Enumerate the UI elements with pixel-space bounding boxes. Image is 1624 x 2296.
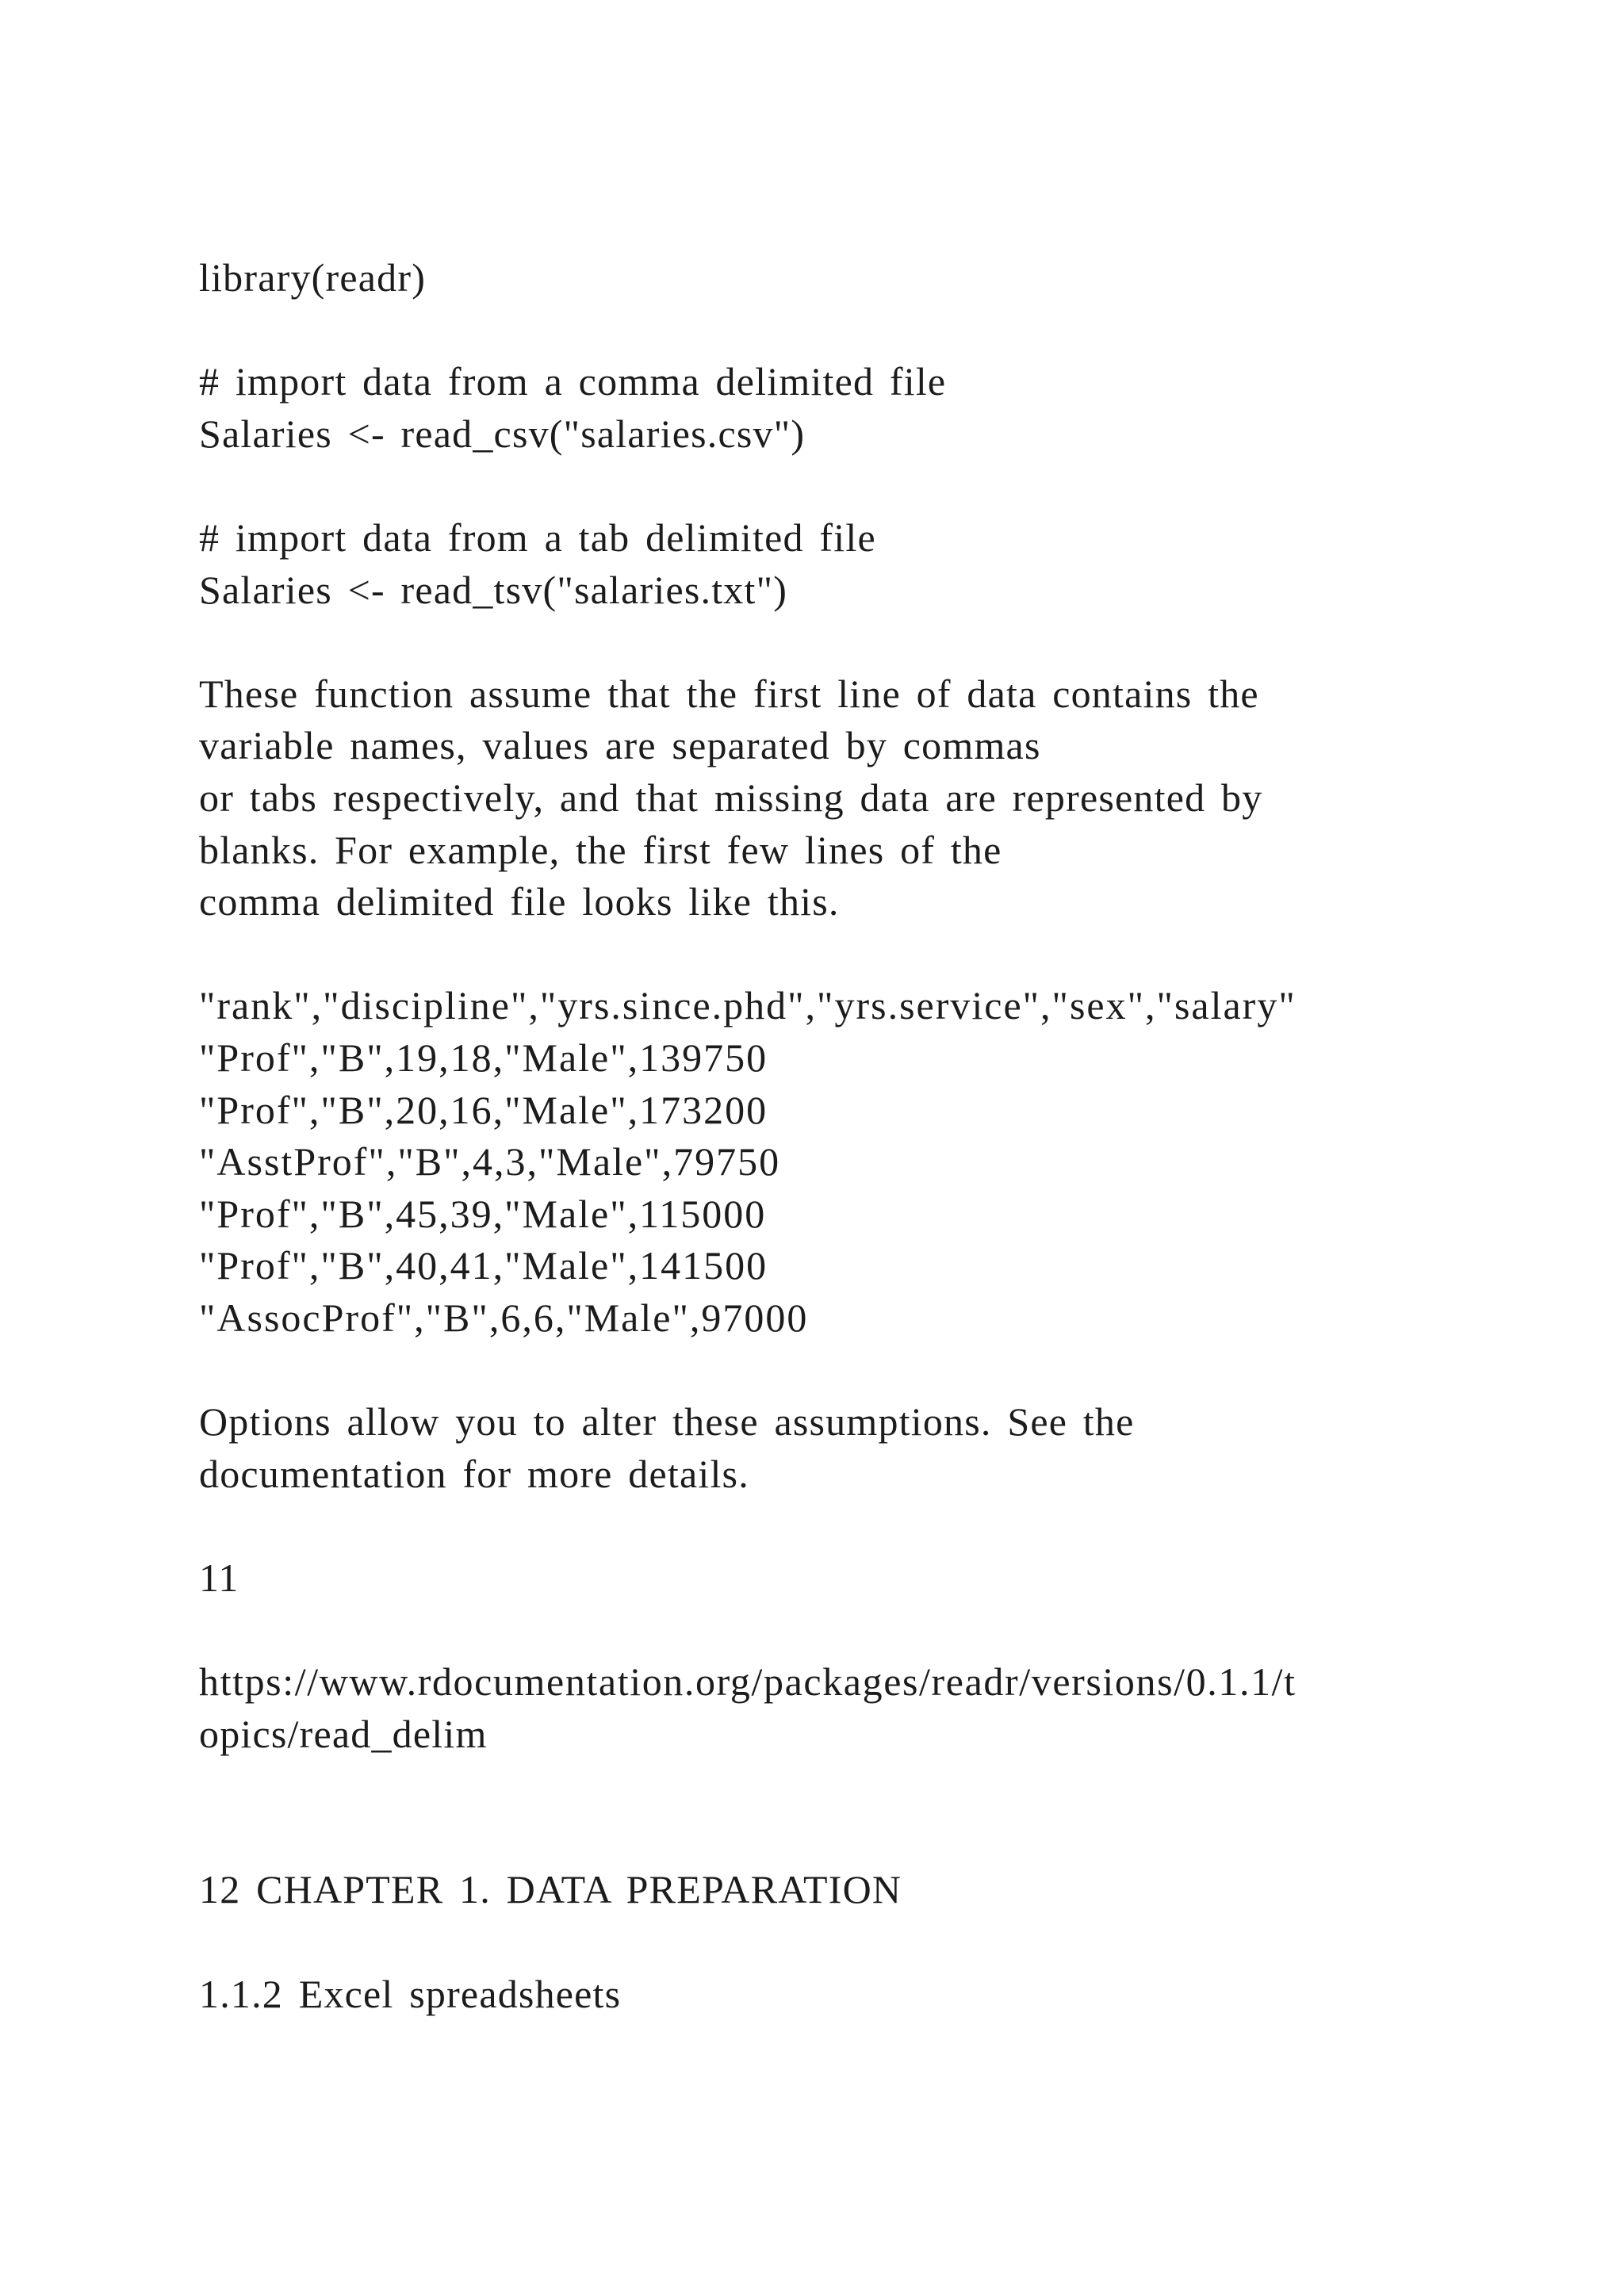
code-line-library: library(readr) (199, 255, 427, 300)
csv-data-line: "Prof","B",19,18,"Male",139750 (199, 1035, 768, 1080)
csv-data-line: "AssocProf","B",6,6,"Male",97000 (199, 1295, 809, 1340)
blank-line (199, 928, 1500, 981)
blank-line (199, 1500, 1500, 1552)
paragraph-line: blanks. For example, the first few lines of the (199, 827, 1002, 872)
footnote-number: 11 (199, 1555, 239, 1600)
code-comment-tsv: # import data from a tab delimited file (199, 515, 876, 560)
code-line-read-csv: Salaries <- read_csv("salaries.csv") (199, 411, 806, 456)
code-comment-csv: # import data from a comma delimited file (199, 359, 947, 404)
csv-header-line: "rank","discipline","yrs.since.phd","yrs.service","sex","salary" (199, 983, 1297, 1028)
csv-data-line: "AsstProf","B",4,3,"Male",79750 (199, 1139, 781, 1184)
paragraph-line: comma delimited file looks like this. (199, 879, 840, 924)
blank-line (199, 616, 1500, 668)
paragraph-line: variable names, values are separated by commas (199, 723, 1041, 768)
blank-line (199, 1812, 1500, 1865)
footnote-url-line: https://www.rdocumentation.org/packages/readr/versions/0.1.1/t (199, 1659, 1297, 1705)
code-line-read-tsv: Salaries <- read_tsv("salaries.txt") (199, 567, 788, 612)
blank-line (199, 1916, 1500, 1969)
paragraph-line: documentation for more details. (199, 1451, 749, 1496)
csv-data-line: "Prof","B",40,41,"Male",141500 (199, 1243, 768, 1288)
paragraph-line: Options allow you to alter these assumptions. See the (199, 1399, 1135, 1445)
section-heading: 1.1.2 Excel spreadsheets (199, 1971, 622, 2016)
blank-line (199, 304, 1500, 357)
footnote-url-line: opics/read_delim (199, 1711, 488, 1756)
paragraph-line: or tabs respectively, and that missing data are represented by (199, 775, 1263, 820)
csv-data-line: "Prof","B",45,39,"Male",115000 (199, 1191, 767, 1236)
page-header: 12 CHAPTER 1. DATA PREPARATION (199, 1867, 902, 1912)
document-body (199, 252, 1500, 2020)
paragraph-line: These function assume that the first line of data contains the (199, 671, 1259, 716)
blank-line (199, 1760, 1500, 1812)
blank-line (199, 1604, 1500, 1656)
csv-data-line: "Prof","B",20,16,"Male",173200 (199, 1087, 768, 1132)
blank-line (199, 1344, 1500, 1396)
blank-line (199, 460, 1500, 512)
